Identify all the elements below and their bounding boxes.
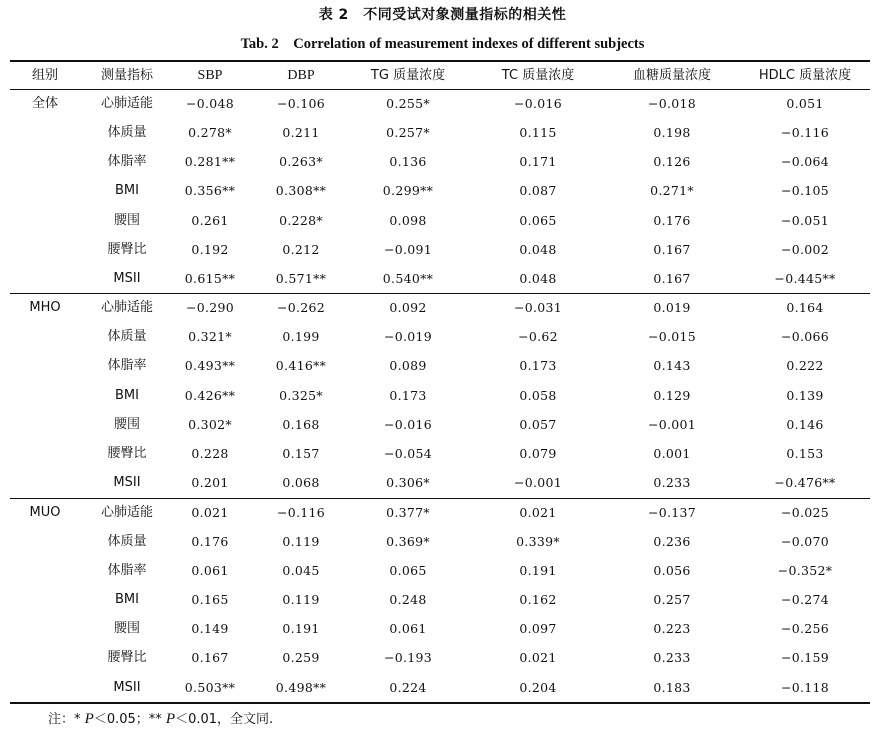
correlation-value: 0.416** <box>275 358 327 373</box>
correlation-value: 0.165 <box>191 592 229 607</box>
correlation-value: −0.016 <box>383 417 433 432</box>
correlation-value: 0.191 <box>282 621 320 636</box>
correlation-value: −0.015 <box>647 329 697 344</box>
correlation-value: −0.048 <box>185 96 235 111</box>
correlation-value: −0.091 <box>383 242 433 257</box>
correlation-value: 0.164 <box>786 300 824 315</box>
correlation-value: 0.129 <box>653 388 691 403</box>
indicator-label: 腰臀比 <box>107 446 147 461</box>
correlation-value: −0.118 <box>780 680 830 695</box>
correlation-value: 0.021 <box>191 505 229 520</box>
correlation-value: 0.211 <box>282 125 320 140</box>
column-header: 组别 <box>31 68 59 83</box>
indicator-label: 体质量 <box>107 329 147 344</box>
correlation-value: 0.224 <box>389 680 427 695</box>
correlation-value: 0.136 <box>389 154 427 169</box>
correlation-value: 0.308** <box>275 183 327 198</box>
correlation-value: −0.274 <box>780 592 830 607</box>
correlation-value: −0.001 <box>647 417 697 432</box>
correlation-value: 0.167 <box>191 650 229 665</box>
correlation-value: 0.058 <box>519 388 557 403</box>
correlation-value: 0.051 <box>786 96 824 111</box>
group-divider-muo <box>10 498 870 499</box>
correlation-value: 0.493** <box>184 358 236 373</box>
correlation-value: 0.021 <box>519 505 557 520</box>
correlation-value: 0.212 <box>282 242 320 257</box>
indicator-label: 心肺适能 <box>100 505 154 520</box>
correlation-value: −0.025 <box>780 505 830 520</box>
note-mid: ＜0.05；** <box>93 712 166 727</box>
correlation-value: 0.204 <box>519 680 557 695</box>
correlation-value: 0.089 <box>389 358 427 373</box>
correlation-value: 0.079 <box>519 446 557 461</box>
correlation-value: 0.615** <box>184 271 236 286</box>
correlation-value: 0.257 <box>653 592 691 607</box>
correlation-value: 0.087 <box>519 183 557 198</box>
correlation-value: 0.201 <box>191 475 229 490</box>
correlation-value: −0.445** <box>774 271 836 286</box>
correlation-value: 0.261 <box>191 213 229 228</box>
correlation-value: 0.191 <box>519 563 557 578</box>
correlation-value: 0.426** <box>184 388 236 403</box>
correlation-value: 0.540** <box>382 271 434 286</box>
indicator-label: 体脂率 <box>107 563 147 578</box>
correlation-value: −0.116 <box>780 125 830 140</box>
correlation-value: 0.173 <box>389 388 427 403</box>
correlation-value: 0.143 <box>653 358 691 373</box>
correlation-value: −0.116 <box>276 505 326 520</box>
correlation-value: 0.259 <box>282 650 320 665</box>
correlation-value: 0.281** <box>184 154 236 169</box>
correlation-value: 0.167 <box>653 271 691 286</box>
correlation-value: 0.321* <box>188 329 232 344</box>
correlation-value: 0.248 <box>389 592 427 607</box>
correlation-value: −0.290 <box>185 300 235 315</box>
note-suffix: ＜0.01，全文同. <box>175 712 274 727</box>
indicator-label: 体脂率 <box>107 358 147 373</box>
group-divider-mho <box>10 293 870 294</box>
indicator-label: 腰围 <box>113 417 141 432</box>
correlation-value: 0.097 <box>519 621 557 636</box>
correlation-value: 0.299** <box>382 183 434 198</box>
correlation-value: −0.031 <box>513 300 563 315</box>
correlation-value: 0.001 <box>653 446 691 461</box>
correlation-value: 0.498** <box>275 680 327 695</box>
note-prefix: 注：* <box>48 712 85 727</box>
correlation-value: −0.070 <box>780 534 830 549</box>
group-label: MHO <box>29 300 61 315</box>
indicator-label: 腰臀比 <box>107 650 147 665</box>
indicator-label: 心肺适能 <box>100 300 154 315</box>
indicator-label: MSII <box>113 475 141 490</box>
correlation-value: 0.119 <box>282 592 320 607</box>
correlation-value: 0.167 <box>653 242 691 257</box>
correlation-value: −0.051 <box>780 213 830 228</box>
correlation-value: 0.065 <box>389 563 427 578</box>
correlation-value: 0.146 <box>786 417 824 432</box>
column-header: TG 质量浓度 <box>370 68 446 83</box>
correlation-value: 0.019 <box>653 300 691 315</box>
correlation-value: 0.325* <box>279 388 323 403</box>
indicator-label: 腰臀比 <box>107 242 147 257</box>
correlation-value: 0.153 <box>786 446 824 461</box>
correlation-value: 0.173 <box>519 358 557 373</box>
correlation-value: 0.236 <box>653 534 691 549</box>
correlation-value: −0.159 <box>780 650 830 665</box>
correlation-value: 0.157 <box>282 446 320 461</box>
correlation-value: 0.223 <box>653 621 691 636</box>
correlation-value: 0.255* <box>386 96 430 111</box>
correlation-value: 0.048 <box>519 242 557 257</box>
correlation-value: 0.048 <box>519 271 557 286</box>
correlation-value: 0.278* <box>188 125 232 140</box>
correlation-value: 0.377* <box>386 505 430 520</box>
correlation-value: −0.262 <box>276 300 326 315</box>
correlation-value: 0.228* <box>279 213 323 228</box>
correlation-value: 0.115 <box>519 125 557 140</box>
correlation-value: −0.256 <box>780 621 830 636</box>
correlation-value: 0.098 <box>389 213 427 228</box>
indicator-label: 腰围 <box>113 213 141 228</box>
correlation-value: −0.064 <box>780 154 830 169</box>
correlation-value: 0.233 <box>653 650 691 665</box>
correlation-value: −0.066 <box>780 329 830 344</box>
correlation-value: 0.171 <box>519 154 557 169</box>
note-p-symbol: P <box>84 711 94 727</box>
correlation-value: −0.193 <box>383 650 433 665</box>
group-label: MUO <box>29 505 61 520</box>
column-header: DBP <box>287 68 315 83</box>
table-title-en: Tab. 2 Correlation of measurement indexes of different subjects <box>240 36 645 52</box>
table-footnote <box>48 708 273 728</box>
table-title-cn: 表 2 不同受试对象测量指标的相关性 <box>318 7 567 23</box>
correlation-value: 0.056 <box>653 563 691 578</box>
correlation-value: 0.257* <box>386 125 430 140</box>
correlation-value: 0.228 <box>191 446 229 461</box>
correlation-value: 0.139 <box>786 388 824 403</box>
correlation-value: 0.306* <box>386 475 430 490</box>
indicator-label: MSII <box>113 680 141 695</box>
correlation-value: 0.126 <box>653 154 691 169</box>
correlation-value: −0.054 <box>383 446 433 461</box>
column-header: TC 质量浓度 <box>501 68 575 83</box>
correlation-value: 0.233 <box>653 475 691 490</box>
correlation-value: 0.198 <box>653 125 691 140</box>
indicator-label: MSII <box>113 271 141 286</box>
correlation-value: −0.019 <box>383 329 433 344</box>
correlation-value: 0.061 <box>191 563 229 578</box>
indicator-label: BMI <box>115 388 139 403</box>
correlation-value: −0.352* <box>777 563 833 578</box>
correlation-value: 0.176 <box>191 534 229 549</box>
correlation-value: −0.018 <box>647 96 697 111</box>
correlation-value: 0.356** <box>184 183 236 198</box>
top-rule <box>10 60 870 62</box>
correlation-value: 0.168 <box>282 417 320 432</box>
correlation-value: 0.369* <box>386 534 430 549</box>
correlation-value: −0.137 <box>647 505 697 520</box>
column-header: 测量指标 <box>100 68 154 83</box>
correlation-value: 0.061 <box>389 621 427 636</box>
correlation-value: 0.302* <box>188 417 232 432</box>
column-header: HDLC 质量浓度 <box>758 68 852 83</box>
indicator-label: 体脂率 <box>107 154 147 169</box>
bottom-rule <box>10 702 870 704</box>
correlation-value: −0.002 <box>780 242 830 257</box>
header-rule <box>10 89 870 90</box>
correlation-value: 0.068 <box>282 475 320 490</box>
indicator-label: BMI <box>115 183 139 198</box>
column-header: SBP <box>197 68 223 83</box>
note-p-symbol: P <box>165 711 176 727</box>
indicator-label: 体质量 <box>107 534 147 549</box>
correlation-value: 0.271* <box>650 183 694 198</box>
correlation-value: 0.045 <box>282 563 320 578</box>
correlation-value: 0.183 <box>653 680 691 695</box>
correlation-value: −0.016 <box>513 96 563 111</box>
correlation-value: 0.162 <box>519 592 557 607</box>
correlation-value: −0.106 <box>276 96 326 111</box>
correlation-value: 0.119 <box>282 534 320 549</box>
indicator-label: BMI <box>115 592 139 607</box>
indicator-label: 心肺适能 <box>100 96 154 111</box>
group-label: 全体 <box>31 96 59 111</box>
correlation-value: 0.571** <box>275 271 327 286</box>
correlation-value: 0.065 <box>519 213 557 228</box>
correlation-value: −0.001 <box>513 475 563 490</box>
correlation-value: 0.149 <box>191 621 229 636</box>
indicator-label: 体质量 <box>107 125 147 140</box>
correlation-value: 0.199 <box>282 329 320 344</box>
correlation-value: −0.62 <box>518 329 558 344</box>
correlation-value: 0.192 <box>191 242 229 257</box>
correlation-value: 0.092 <box>389 300 427 315</box>
correlation-value: 0.021 <box>519 650 557 665</box>
correlation-value: 0.057 <box>519 417 557 432</box>
correlation-value: 0.339* <box>516 534 560 549</box>
correlation-value: 0.176 <box>653 213 691 228</box>
correlation-value: −0.476** <box>774 475 836 490</box>
correlation-value: 0.503** <box>184 680 236 695</box>
correlation-value: −0.105 <box>780 183 830 198</box>
column-header: 血糖质量浓度 <box>632 68 712 83</box>
correlation-value: 0.222 <box>786 358 824 373</box>
indicator-label: 腰围 <box>113 621 141 636</box>
correlation-value: 0.263* <box>279 154 323 169</box>
